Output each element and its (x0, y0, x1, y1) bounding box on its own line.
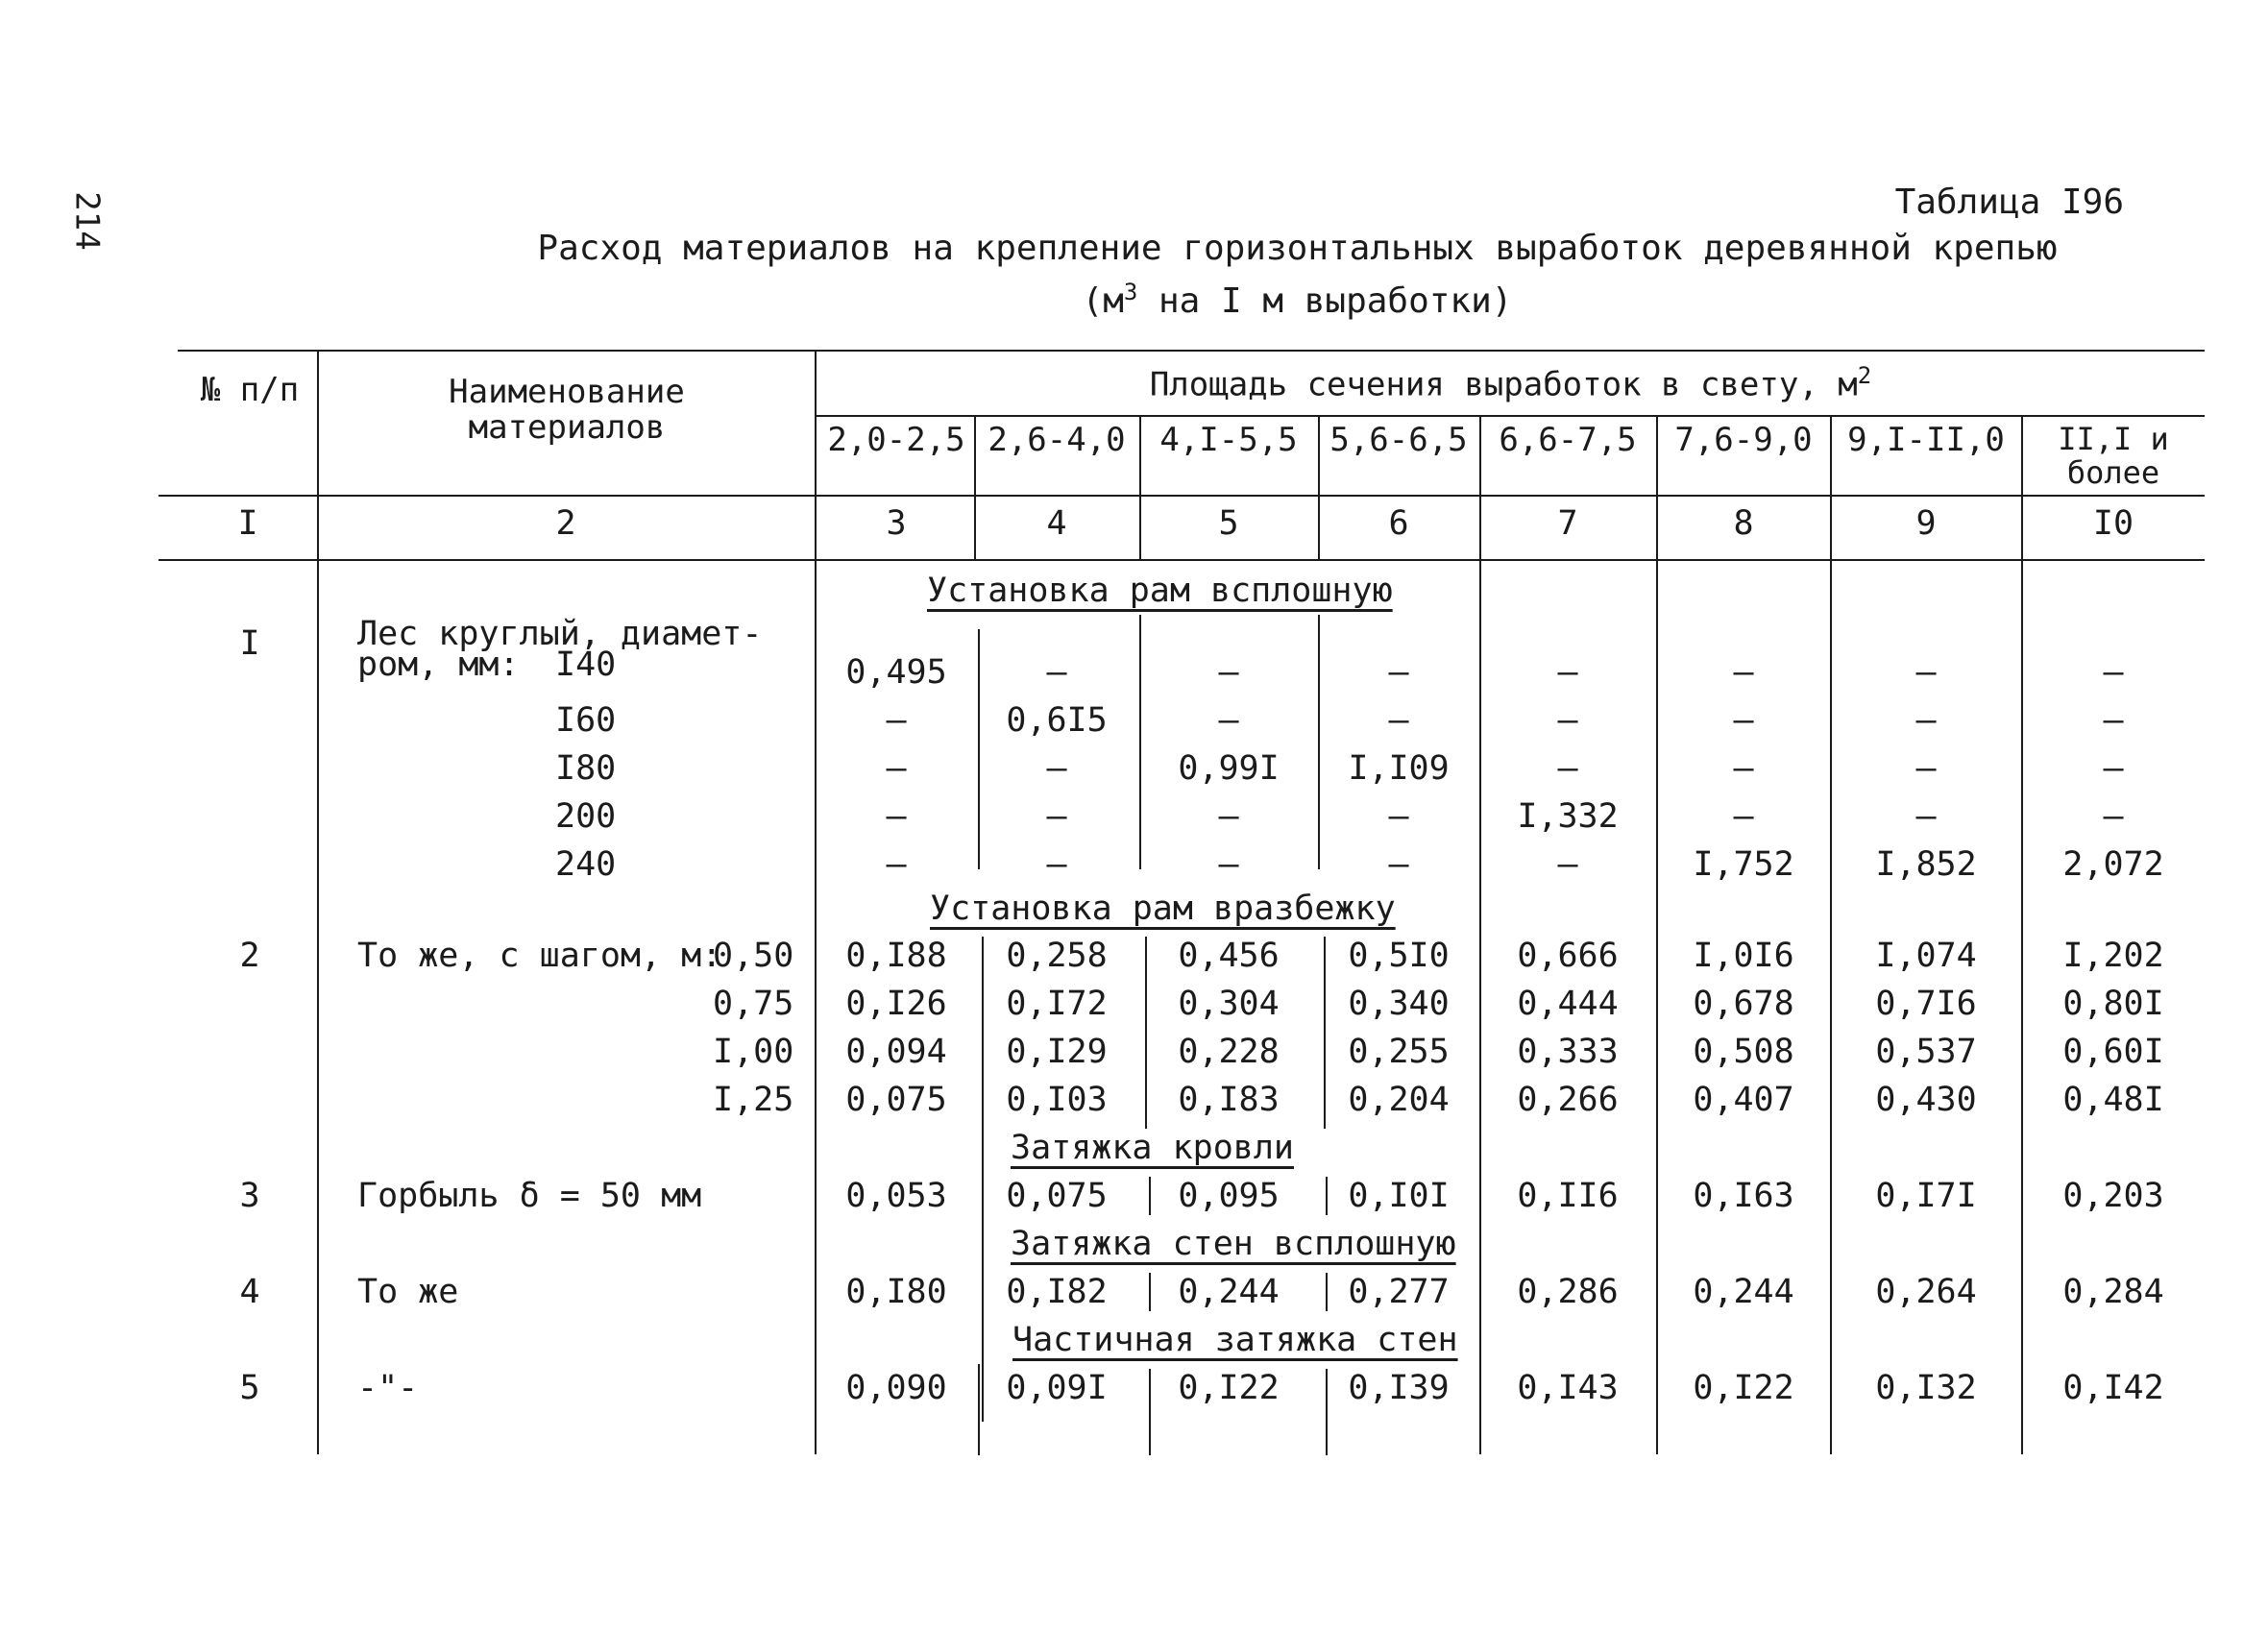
table-cell: 0,255 (1348, 1033, 1450, 1071)
table-cell: – (1915, 701, 1937, 740)
section-heading: Частичная затяжка стен (1012, 1321, 1458, 1359)
table-cell: – (1218, 845, 1239, 884)
table-cell: – (2103, 749, 2124, 788)
table-cell: 0,678 (1693, 985, 1794, 1023)
table-cell: – (1218, 701, 1239, 740)
table-cell: – (1915, 653, 1937, 692)
table-cell: – (1915, 797, 1937, 836)
table-cell: – (1218, 653, 1239, 692)
material-name: То же, с шагом, м: (357, 937, 722, 975)
table-cell: 0,333 (1517, 1033, 1619, 1071)
table-cell: 0,I22 (1178, 1369, 1280, 1407)
table-cell: 0,I29 (1006, 1033, 1108, 1071)
col-divider-8 (1830, 415, 1832, 1454)
table-cell: – (1915, 749, 1937, 788)
table-cell: 0,244 (1693, 1273, 1794, 1311)
row-number: 4 (239, 1273, 260, 1311)
header-area-label: Площадь сечения выработок в свету, м (1149, 365, 1858, 404)
table-cell: 0,I83 (1178, 1081, 1280, 1119)
row-sub-label: 0,50 (713, 937, 794, 975)
header-area-exponent: 2 (1857, 362, 1872, 389)
table-title: Расход материалов на крепление горизонтальных выработок деревянной крепью (537, 229, 2058, 268)
table-cell: – (1218, 797, 1239, 836)
inner-divider-b (1139, 615, 1141, 869)
material-name: Лес круглый, диамет- (357, 615, 763, 653)
table-top-rule (178, 350, 2205, 352)
table-cell: – (1046, 653, 1067, 692)
range-header: 2,6-4,0 (988, 421, 1126, 459)
table-cell: 0,456 (1178, 937, 1280, 975)
table-cell: I,074 (1875, 937, 1977, 975)
table-cell: 0,053 (845, 1177, 947, 1215)
colnum-bottom-rule (159, 559, 2205, 561)
row-number: 5 (239, 1369, 260, 1407)
table-cell: 0,09I (1006, 1369, 1108, 1407)
col-divider-7 (1656, 415, 1658, 1454)
row-sub-label: I,00 (713, 1033, 794, 1071)
column-number: 9 (1915, 504, 1937, 543)
header-num: № п/п (200, 371, 300, 409)
table-cell: 0,244 (1178, 1273, 1280, 1311)
table-cell: 0,090 (845, 1369, 947, 1407)
table-cell: 0,444 (1517, 985, 1619, 1023)
table-cell: 0,I63 (1693, 1177, 1794, 1215)
table-cell: 0,I39 (1348, 1369, 1450, 1407)
table-cell: I,852 (1875, 845, 1977, 884)
range-header: 7,6-9,0 (1674, 421, 1813, 459)
row-sub-label: 240 (555, 845, 617, 884)
col-divider-1 (317, 350, 319, 1454)
table-cell: – (886, 749, 907, 788)
header-bottom-rule (159, 495, 2205, 497)
header-mid-rule (815, 415, 2205, 417)
table-cell: 0,7I6 (1875, 985, 1977, 1023)
table-cell: – (1733, 797, 1754, 836)
column-number: I0 (2092, 504, 2134, 543)
range-header: 4,I-5,5 (1159, 421, 1298, 459)
table-cell: 0,I43 (1517, 1369, 1619, 1407)
table-cell: I,332 (1517, 797, 1619, 836)
row-number: 3 (239, 1177, 260, 1215)
column-number: 3 (886, 504, 907, 543)
table-cell: 2,072 (2062, 845, 2164, 884)
table-cell: 0,203 (2062, 1177, 2164, 1215)
table-cell: 0,284 (2062, 1273, 2164, 1311)
column-number: I (237, 504, 258, 543)
table-cell: – (2103, 653, 2124, 692)
material-name: То же (357, 1273, 459, 1311)
table-cell: – (1733, 749, 1754, 788)
table-cell: 0,094 (845, 1033, 947, 1071)
column-number: 6 (1388, 504, 1409, 543)
table-subtitle (163, 279, 2268, 321)
table-cell: 0,I0I (1348, 1177, 1450, 1215)
column-number: 5 (1218, 504, 1239, 543)
row-sub-label: I80 (555, 749, 617, 788)
table-cell: I,752 (1693, 845, 1794, 884)
table-cell: 0,508 (1693, 1033, 1794, 1071)
header-area (817, 363, 2205, 403)
table-cell: – (1388, 653, 1409, 692)
table-cell: 0,204 (1348, 1081, 1450, 1119)
column-number: 2 (555, 504, 576, 543)
col-divider-9 (2021, 415, 2023, 1454)
section-heading: Затяжка кровли (1011, 1129, 1295, 1167)
table-number: Таблица I96 (1894, 183, 2124, 222)
table-cell: – (1388, 797, 1409, 836)
table-cell: 0,340 (1348, 985, 1450, 1023)
table-cell: 0,407 (1693, 1081, 1794, 1119)
table-cell: 0,I88 (845, 937, 947, 975)
material-name: Горбыль δ = 50 мм (357, 1177, 702, 1215)
row-sub-label: 0,75 (713, 985, 794, 1023)
table-cell: – (886, 797, 907, 836)
table-cell: – (1557, 653, 1578, 692)
row-number: 2 (239, 937, 260, 975)
table-cell: 0,I22 (1693, 1369, 1794, 1407)
table-cell: – (1557, 749, 1578, 788)
table-cell: 0,075 (1006, 1177, 1108, 1215)
table-cell: – (2103, 797, 2124, 836)
table-cell: – (1557, 701, 1578, 740)
table-cell: 0,I80 (845, 1273, 947, 1311)
table-cell: 0,5I0 (1348, 937, 1450, 975)
table-cell: I,I09 (1348, 749, 1450, 788)
table-cell: – (1557, 845, 1578, 884)
row-sub-label: I,25 (713, 1081, 794, 1119)
table-cell: 0,495 (845, 653, 947, 692)
table-cell: – (1388, 845, 1409, 884)
table-cell: 0,I82 (1006, 1273, 1108, 1311)
row-sub-label: 200 (555, 797, 617, 836)
table-cell: 0,99I (1178, 749, 1280, 788)
table-cell: – (1046, 845, 1067, 884)
table-cell: 0,095 (1178, 1177, 1280, 1215)
table-cell: 0,277 (1348, 1273, 1450, 1311)
header-name: Наименование материалов (449, 373, 685, 448)
table-cell: 0,60I (2062, 1033, 2164, 1071)
table-cell: 0,075 (845, 1081, 947, 1119)
table-cell: 0,430 (1875, 1081, 1977, 1119)
range-header: 9,I-II,0 (1847, 421, 2005, 459)
range-header: II,I и более (2058, 421, 2169, 492)
table-cell: 0,228 (1178, 1033, 1280, 1071)
table-cell: – (1733, 653, 1754, 692)
table-cell: 0,48I (2062, 1081, 2164, 1119)
table-cell: I,0I6 (1693, 937, 1794, 975)
section-heading: Установка рам всплошную (927, 572, 1393, 610)
page-number: 214 (67, 191, 107, 251)
table-cell: – (1388, 701, 1409, 740)
subtitle-unit: (м (1082, 281, 1124, 321)
table-cell: I,202 (2062, 937, 2164, 975)
row-number: I (239, 624, 260, 663)
range-header: 2,0-2,5 (827, 421, 965, 459)
table-cell: – (1046, 797, 1067, 836)
table-cell: 0,I42 (2062, 1369, 2164, 1407)
table-cell: – (2103, 701, 2124, 740)
table-cell: 0,264 (1875, 1273, 1977, 1311)
material-name-cont: ром, мм: (357, 646, 520, 684)
table-cell: 0,6I5 (1006, 701, 1108, 740)
table-cell: 0,537 (1875, 1033, 1977, 1071)
table-cell: 0,I26 (845, 985, 947, 1023)
material-name: -"- (357, 1369, 419, 1407)
range-header: 5,6-6,5 (1329, 421, 1468, 459)
table-cell: – (886, 701, 907, 740)
table-cell: 0,I03 (1006, 1081, 1108, 1119)
range-header: 6,6-7,5 (1499, 421, 1637, 459)
section-heading: Затяжка стен всплошную (1011, 1225, 1456, 1263)
column-number: 7 (1557, 504, 1578, 543)
table-cell: 0,304 (1178, 985, 1280, 1023)
table-cell: 0,286 (1517, 1273, 1619, 1311)
table-cell: 0,666 (1517, 937, 1619, 975)
table-cell: 0,I32 (1875, 1369, 1977, 1407)
table-cell: 0,I7I (1875, 1177, 1977, 1215)
section-heading: Установка рам вразбежку (930, 890, 1396, 928)
subtitle-unit-exponent: 3 (1123, 279, 1138, 305)
table-cell: 0,I72 (1006, 985, 1108, 1023)
table-cell: 0,258 (1006, 937, 1108, 975)
table-cell: – (1046, 749, 1067, 788)
row-sub-label: I60 (555, 701, 617, 740)
table-cell: – (886, 845, 907, 884)
row-sub-label: I40 (555, 646, 617, 684)
table-cell: 0,80I (2062, 985, 2164, 1023)
subtitle-rest: на I м выработки) (1137, 281, 1513, 321)
column-number: 4 (1046, 504, 1067, 543)
table-cell: – (1733, 701, 1754, 740)
table-cell: 0,II6 (1517, 1177, 1619, 1215)
table-cell: 0,266 (1517, 1081, 1619, 1119)
column-number: 8 (1733, 504, 1754, 543)
